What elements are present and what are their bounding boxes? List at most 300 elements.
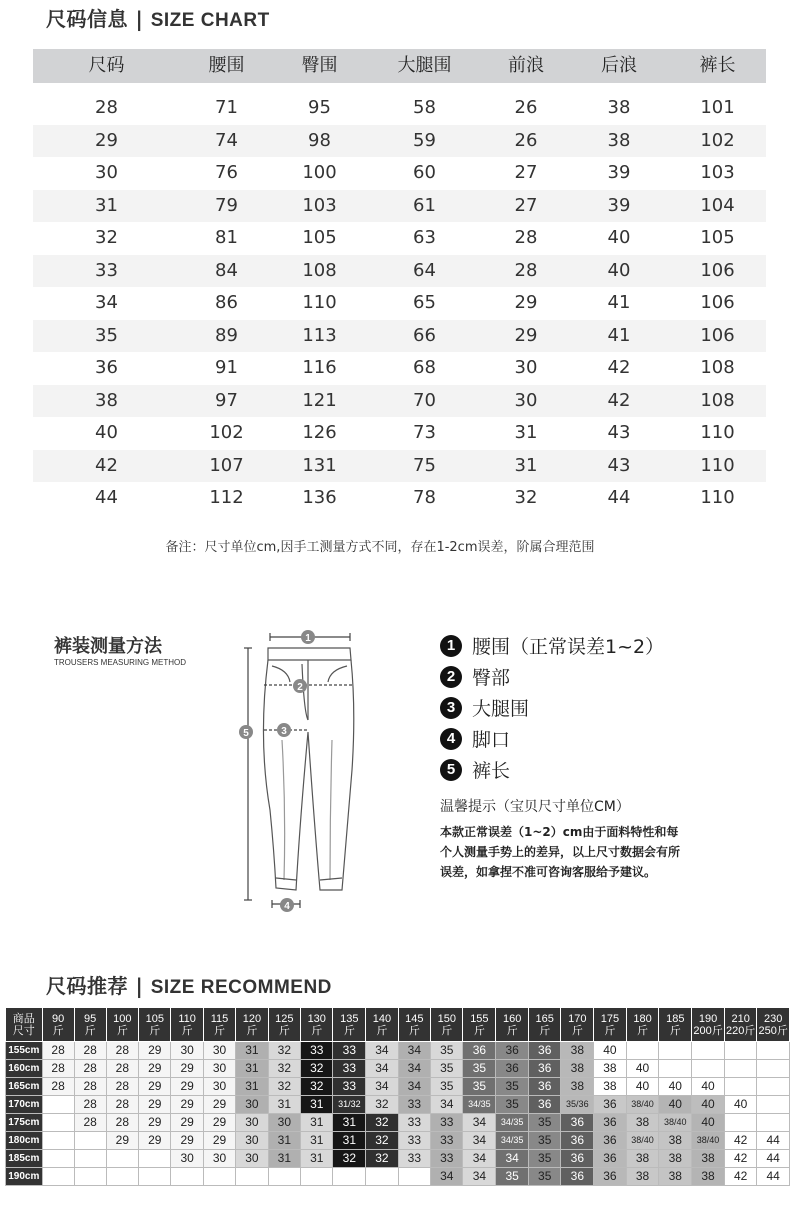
recommend-cell: 28 bbox=[106, 1114, 138, 1132]
recommend-cell bbox=[692, 1042, 725, 1060]
table-cell: 131 bbox=[302, 454, 337, 476]
recommend-cell: 42 bbox=[724, 1150, 756, 1168]
table-cell: 97 bbox=[215, 389, 238, 411]
corner-line-2: 尺寸 bbox=[12, 1024, 35, 1037]
measure-legend bbox=[440, 630, 664, 785]
table-cell: 104 bbox=[700, 194, 735, 216]
recommend-cell: 34/35 bbox=[496, 1132, 529, 1150]
weight-header bbox=[42, 1008, 74, 1042]
height-label: 170cm bbox=[6, 1096, 43, 1114]
legend-number: 4 bbox=[440, 728, 462, 750]
table-cell: 103 bbox=[302, 194, 337, 216]
weight-header bbox=[366, 1008, 398, 1042]
table-cell: 38 bbox=[607, 129, 631, 151]
recommend-cell bbox=[724, 1078, 756, 1096]
table-cell: 89 bbox=[215, 324, 238, 346]
tip-title: 温馨提示（宝贝尺寸单位CM） bbox=[440, 799, 630, 815]
table-cell: 29 bbox=[514, 292, 538, 313]
weight-unit: 斤 bbox=[84, 1024, 96, 1037]
height-label: 175cm bbox=[6, 1114, 43, 1132]
weight-unit: 斤 bbox=[52, 1024, 64, 1037]
table-cell: 42 bbox=[607, 357, 631, 378]
table-cell: 110 bbox=[700, 487, 735, 508]
table-cell: 29 bbox=[514, 324, 538, 346]
recommend-cell: 36 bbox=[594, 1150, 626, 1168]
recommend-cell: 36 bbox=[561, 1132, 594, 1150]
recommend-cell bbox=[301, 1168, 333, 1186]
recommend-cell: 44 bbox=[757, 1168, 790, 1186]
recommend-cell: 30 bbox=[268, 1114, 300, 1132]
column-header: 后浪 bbox=[601, 55, 637, 76]
legend-item bbox=[440, 723, 664, 754]
recommend-cell bbox=[333, 1168, 366, 1186]
recommend-cell bbox=[106, 1150, 138, 1168]
legend-item bbox=[440, 630, 664, 661]
recommend-cell bbox=[74, 1150, 106, 1168]
column-header: 臀围 bbox=[301, 55, 338, 76]
legend-label: 脚口 bbox=[472, 729, 511, 751]
height-label: 155cm bbox=[6, 1042, 43, 1060]
recommend-row bbox=[6, 1042, 790, 1060]
weight-unit: 斤 bbox=[311, 1024, 323, 1037]
recommend-title bbox=[46, 970, 332, 999]
weight-header bbox=[268, 1008, 300, 1042]
recommend-cell: 40 bbox=[626, 1078, 659, 1096]
recommend-cell: 40 bbox=[692, 1096, 725, 1114]
recommend-cell: 34 bbox=[463, 1168, 496, 1186]
legend-label: 裤长 bbox=[472, 760, 511, 782]
recommend-cell: 40 bbox=[659, 1096, 692, 1114]
table-cell: 42 bbox=[607, 389, 631, 411]
table-cell: 105 bbox=[302, 227, 337, 248]
table-row bbox=[33, 450, 766, 483]
weight-unit: 斤 bbox=[604, 1024, 616, 1037]
recommend-cell: 29 bbox=[171, 1114, 203, 1132]
recommend-cell: 35 bbox=[431, 1078, 463, 1096]
recommend-cell: 35 bbox=[496, 1096, 529, 1114]
table-cell: 39 bbox=[607, 162, 631, 183]
tip-box bbox=[440, 796, 740, 882]
recommend-cell: 33 bbox=[431, 1150, 463, 1168]
recommend-cell: 29 bbox=[106, 1132, 138, 1150]
table-cell: 106 bbox=[700, 259, 735, 281]
recommend-cell: 30 bbox=[171, 1042, 203, 1060]
measure-subtitle: TROUSERS MEASURING METHOD bbox=[54, 658, 187, 667]
recommend-cell: 29 bbox=[171, 1078, 203, 1096]
diagram-label-2: 2 bbox=[297, 682, 303, 693]
recommend-cell: 40 bbox=[692, 1078, 725, 1096]
table-cell: 61 bbox=[413, 194, 436, 216]
recommend-cell: 29 bbox=[139, 1114, 171, 1132]
recommend-cell: 35 bbox=[463, 1078, 496, 1096]
diagram-label-3: 3 bbox=[281, 726, 287, 737]
recommend-cell: 38 bbox=[561, 1078, 594, 1096]
recommend-cell bbox=[203, 1168, 235, 1186]
recommend-row bbox=[6, 1060, 790, 1078]
table-cell: 102 bbox=[700, 129, 735, 151]
recommend-cell: 38/40 bbox=[626, 1132, 659, 1150]
table-cell: 112 bbox=[209, 487, 244, 508]
column-header: 裤长 bbox=[699, 55, 736, 76]
table-cell: 31 bbox=[514, 454, 538, 476]
recommend-cell: 35 bbox=[529, 1150, 561, 1168]
table-cell: 28 bbox=[514, 259, 538, 281]
column-header: 大腿围 bbox=[397, 55, 452, 76]
weight-value: 170 bbox=[568, 1012, 587, 1025]
recommend-cell: 40 bbox=[594, 1042, 626, 1060]
recommend-cell: 29 bbox=[139, 1078, 171, 1096]
size-chart-title-en: SIZE CHART bbox=[150, 10, 270, 31]
recommend-cell: 28 bbox=[74, 1060, 106, 1078]
table-cell: 26 bbox=[514, 97, 538, 118]
weight-value: 100 bbox=[113, 1012, 132, 1025]
recommend-cell: 38 bbox=[692, 1168, 725, 1186]
recommend-cell: 28 bbox=[42, 1042, 74, 1060]
recommend-cell bbox=[42, 1168, 74, 1186]
recommend-cell: 32 bbox=[301, 1060, 333, 1078]
corner-line-1: 商品 bbox=[12, 1012, 35, 1025]
recommend-cell bbox=[626, 1042, 659, 1060]
weight-value: 155 bbox=[470, 1012, 489, 1025]
weight-value: 230 bbox=[763, 1012, 783, 1025]
recommend-cell bbox=[42, 1132, 74, 1150]
weight-header bbox=[106, 1008, 138, 1042]
table-cell: 113 bbox=[302, 324, 337, 346]
recommend-cell: 29 bbox=[139, 1096, 171, 1114]
recommend-cell: 28 bbox=[106, 1060, 138, 1078]
recommend-cell: 30 bbox=[236, 1150, 268, 1168]
table-cell: 36 bbox=[95, 357, 118, 378]
table-cell: 58 bbox=[413, 97, 436, 118]
recommend-cell: 38/40 bbox=[626, 1096, 659, 1114]
table-row bbox=[33, 287, 766, 320]
height-label: 190cm bbox=[6, 1168, 43, 1186]
weight-value: 140 bbox=[372, 1012, 392, 1025]
recommend-cell: 31 bbox=[301, 1132, 333, 1150]
table-row bbox=[33, 385, 766, 418]
recommend-cell: 32 bbox=[268, 1078, 300, 1096]
tip-body: 本款正常误差（1~2）cm由于面料特性和每个人测量手势上的差异，以上尺寸数据会有所误差，如拿捏不准可咨询客服给予建议。 bbox=[440, 825, 681, 879]
recommend-cell: 40 bbox=[692, 1114, 725, 1132]
table-cell: 78 bbox=[413, 487, 436, 508]
recommend-cell bbox=[724, 1114, 756, 1132]
recommend-cell: 34/35 bbox=[496, 1114, 529, 1132]
size-chart-note: 备注：尺寸单位cm,因手工测量方式不同，存在1-2cm误差，阶属合理范围 bbox=[165, 540, 595, 555]
table-cell: 110 bbox=[700, 422, 735, 443]
recommend-cell: 35 bbox=[496, 1078, 529, 1096]
legend-number: 1 bbox=[440, 635, 462, 657]
size-chart-table bbox=[33, 49, 766, 515]
table-cell: 136 bbox=[302, 487, 337, 508]
table-cell: 108 bbox=[302, 259, 337, 281]
recommend-cell: 36 bbox=[594, 1096, 626, 1114]
recommend-cell: 30 bbox=[203, 1150, 235, 1168]
recommend-cell: 38 bbox=[626, 1168, 659, 1186]
recommend-cell: 34 bbox=[366, 1060, 398, 1078]
recommend-row bbox=[6, 1150, 790, 1168]
height-label: 185cm bbox=[6, 1150, 43, 1168]
table-row bbox=[33, 125, 766, 158]
recommend-cell bbox=[139, 1150, 171, 1168]
size-chart-title-cn: 尺码信息 bbox=[46, 7, 128, 31]
weight-value: 130 bbox=[307, 1012, 326, 1025]
recommend-cell: 31 bbox=[301, 1114, 333, 1132]
recommend-cell: 33 bbox=[333, 1078, 366, 1096]
weight-unit: 200斤 bbox=[693, 1024, 723, 1037]
weight-value: 135 bbox=[340, 1012, 359, 1025]
weight-value: 210 bbox=[731, 1012, 750, 1025]
weight-unit: 斤 bbox=[214, 1024, 225, 1037]
recommend-cell: 36 bbox=[594, 1132, 626, 1150]
recommend-cell: 34 bbox=[463, 1150, 496, 1168]
recommend-cell bbox=[398, 1168, 430, 1186]
weight-unit: 斤 bbox=[181, 1024, 193, 1037]
recommend-cell: 31/32 bbox=[333, 1096, 366, 1114]
table-cell: 41 bbox=[607, 324, 631, 346]
table-cell: 38 bbox=[607, 97, 631, 118]
recommend-cell: 30 bbox=[171, 1150, 203, 1168]
recommend-cell: 34 bbox=[398, 1060, 430, 1078]
recommend-cell: 36 bbox=[529, 1060, 561, 1078]
diagram-label-5: 5 bbox=[243, 728, 249, 739]
recommend-corner bbox=[6, 1008, 43, 1042]
weight-header bbox=[463, 1008, 496, 1042]
table-cell: 29 bbox=[95, 129, 118, 151]
recommend-cell: 29 bbox=[171, 1060, 203, 1078]
table-cell: 44 bbox=[95, 487, 118, 508]
weight-header bbox=[692, 1008, 725, 1042]
recommend-cell: 34 bbox=[431, 1096, 463, 1114]
table-cell: 28 bbox=[95, 97, 118, 118]
recommend-row bbox=[6, 1168, 790, 1186]
table-cell: 30 bbox=[514, 389, 538, 411]
weight-header bbox=[724, 1008, 756, 1042]
weight-header bbox=[301, 1008, 333, 1042]
recommend-cell: 35 bbox=[431, 1042, 463, 1060]
recommend-cell bbox=[42, 1150, 74, 1168]
table-row bbox=[33, 482, 766, 515]
table-cell: 103 bbox=[700, 162, 735, 183]
recommend-cell bbox=[692, 1060, 725, 1078]
table-cell: 81 bbox=[215, 227, 238, 248]
table-row bbox=[33, 255, 766, 288]
recommend-cell: 28 bbox=[74, 1096, 106, 1114]
table-cell: 98 bbox=[308, 129, 331, 151]
recommend-cell: 29 bbox=[203, 1114, 235, 1132]
weight-unit: 斤 bbox=[506, 1024, 518, 1037]
recommend-cell: 29 bbox=[139, 1042, 171, 1060]
weight-value: 190 bbox=[698, 1012, 718, 1025]
recommend-cell: 33 bbox=[398, 1114, 430, 1132]
table-cell: 71 bbox=[215, 97, 238, 118]
legend-number: 3 bbox=[440, 697, 462, 719]
legend-number: 2 bbox=[440, 666, 462, 688]
recommend-cell: 42 bbox=[724, 1168, 756, 1186]
recommend-cell: 36 bbox=[496, 1042, 529, 1060]
recommend-cell: 32 bbox=[268, 1042, 300, 1060]
table-cell: 42 bbox=[95, 454, 118, 476]
recommend-cell: 35 bbox=[463, 1060, 496, 1078]
recommend-cell bbox=[659, 1060, 692, 1078]
recommend-cell bbox=[42, 1114, 74, 1132]
trousers-diagram bbox=[230, 620, 380, 920]
recommend-cell: 38 bbox=[594, 1060, 626, 1078]
weight-unit: 斤 bbox=[149, 1024, 161, 1037]
weight-value: 95 bbox=[83, 1012, 97, 1025]
recommend-cell: 34 bbox=[431, 1168, 463, 1186]
table-row bbox=[33, 417, 766, 450]
table-cell: 105 bbox=[700, 227, 735, 248]
height-label: 180cm bbox=[6, 1132, 43, 1150]
weight-unit: 斤 bbox=[343, 1024, 355, 1037]
recommend-cell bbox=[724, 1060, 756, 1078]
weight-header bbox=[431, 1008, 463, 1042]
recommend-cell: 29 bbox=[139, 1132, 171, 1150]
table-cell: 65 bbox=[413, 292, 436, 313]
table-cell: 91 bbox=[215, 357, 238, 378]
recommend-cell: 31 bbox=[268, 1132, 300, 1150]
weight-header bbox=[398, 1008, 430, 1042]
recommend-cell: 29 bbox=[171, 1096, 203, 1114]
recommend-cell: 40 bbox=[659, 1078, 692, 1096]
weight-value: 120 bbox=[242, 1012, 262, 1025]
recommend-table bbox=[5, 1007, 790, 1186]
recommend-cell: 40 bbox=[626, 1060, 659, 1078]
recommend-cell: 36 bbox=[561, 1150, 594, 1168]
table-row bbox=[33, 352, 766, 385]
table-row bbox=[33, 320, 766, 353]
weight-unit: 斤 bbox=[278, 1024, 290, 1037]
table-cell: 26 bbox=[514, 129, 538, 151]
legend-label: 臀部 bbox=[472, 667, 511, 689]
weight-value: 115 bbox=[210, 1012, 229, 1025]
recommend-cell bbox=[757, 1060, 790, 1078]
table-cell: 116 bbox=[302, 357, 337, 378]
weight-header bbox=[757, 1008, 790, 1042]
recommend-row bbox=[6, 1132, 790, 1150]
recommend-cell: 34 bbox=[463, 1114, 496, 1132]
table-cell: 27 bbox=[514, 162, 538, 183]
recommend-cell: 29 bbox=[171, 1132, 203, 1150]
weight-header bbox=[626, 1008, 659, 1042]
recommend-cell bbox=[268, 1168, 300, 1186]
recommend-cell: 31 bbox=[333, 1132, 366, 1150]
legend-item bbox=[440, 661, 664, 692]
table-cell: 102 bbox=[209, 422, 244, 443]
table-cell: 30 bbox=[514, 357, 538, 378]
recommend-cell: 32 bbox=[268, 1060, 300, 1078]
recommend-cell: 32 bbox=[366, 1096, 398, 1114]
weight-value: 90 bbox=[51, 1012, 65, 1025]
table-cell: 41 bbox=[607, 292, 631, 313]
table-cell: 43 bbox=[607, 422, 631, 443]
table-cell: 66 bbox=[413, 324, 436, 346]
recommend-cell: 36 bbox=[463, 1042, 496, 1060]
height-label: 160cm bbox=[6, 1060, 43, 1078]
table-cell: 106 bbox=[700, 324, 735, 346]
recommend-cell: 31 bbox=[301, 1096, 333, 1114]
recommend-cell: 35 bbox=[529, 1168, 561, 1186]
table-cell: 33 bbox=[95, 259, 118, 281]
legend-label: 大腿围 bbox=[472, 698, 530, 720]
recommend-cell bbox=[139, 1168, 171, 1186]
table-cell: 86 bbox=[215, 292, 238, 313]
table-row bbox=[33, 190, 766, 223]
weight-header bbox=[203, 1008, 235, 1042]
recommend-cell: 38 bbox=[659, 1150, 692, 1168]
table-cell: 30 bbox=[95, 162, 118, 183]
recommend-cell: 35 bbox=[529, 1132, 561, 1150]
recommend-cell: 38 bbox=[561, 1060, 594, 1078]
table-cell: 43 bbox=[607, 454, 631, 476]
recommend-cell: 36 bbox=[561, 1168, 594, 1186]
table-cell: 63 bbox=[413, 227, 436, 248]
column-header: 腰围 bbox=[208, 55, 245, 76]
size-chart-header bbox=[33, 49, 766, 83]
recommend-cell: 31 bbox=[301, 1150, 333, 1168]
legend-label: 腰围（正常误差1~2） bbox=[472, 636, 665, 658]
weight-header bbox=[496, 1008, 529, 1042]
recommend-cell bbox=[236, 1168, 268, 1186]
recommend-cell: 32 bbox=[301, 1078, 333, 1096]
table-cell: 38 bbox=[95, 389, 118, 411]
column-header: 前浪 bbox=[508, 55, 544, 76]
recommend-cell bbox=[659, 1042, 692, 1060]
recommend-cell: 31 bbox=[268, 1096, 300, 1114]
recommend-cell: 28 bbox=[106, 1042, 138, 1060]
recommend-cell: 36 bbox=[561, 1114, 594, 1132]
recommend-cell: 33 bbox=[431, 1114, 463, 1132]
recommend-cell: 28 bbox=[42, 1060, 74, 1078]
weight-value: 175 bbox=[600, 1012, 620, 1025]
recommend-cell: 32 bbox=[366, 1150, 398, 1168]
recommend-cell: 44 bbox=[757, 1132, 790, 1150]
recommend-cell: 36 bbox=[529, 1042, 561, 1060]
recommend-cell: 35 bbox=[529, 1114, 561, 1132]
weight-value: 125 bbox=[275, 1012, 294, 1025]
recommend-cell: 30 bbox=[236, 1096, 268, 1114]
recommend-cell: 32 bbox=[366, 1132, 398, 1150]
recommend-cell: 38 bbox=[626, 1114, 659, 1132]
weight-unit: 斤 bbox=[473, 1024, 485, 1037]
recommend-cell: 31 bbox=[236, 1060, 268, 1078]
table-cell: 106 bbox=[700, 292, 735, 313]
recommend-cell: 30 bbox=[236, 1114, 268, 1132]
column-header: 尺码 bbox=[88, 55, 125, 76]
table-cell: 107 bbox=[209, 454, 244, 476]
recommend-cell: 38 bbox=[659, 1132, 692, 1150]
table-row bbox=[33, 157, 766, 190]
weight-unit: 斤 bbox=[376, 1024, 388, 1037]
recommend-cell: 28 bbox=[74, 1042, 106, 1060]
table-cell: 40 bbox=[607, 227, 631, 248]
table-cell: 27 bbox=[514, 194, 538, 216]
recommend-cell: 33 bbox=[398, 1132, 430, 1150]
recommend-cell: 33 bbox=[333, 1042, 366, 1060]
recommend-cell bbox=[74, 1132, 106, 1150]
weight-header bbox=[74, 1008, 106, 1042]
recommend-cell: 38 bbox=[626, 1150, 659, 1168]
weight-unit: 斤 bbox=[571, 1024, 583, 1037]
table-cell: 110 bbox=[700, 454, 735, 476]
recommend-cell bbox=[757, 1042, 790, 1060]
recommend-cell: 40 bbox=[724, 1096, 756, 1114]
recommend-cell: 28 bbox=[106, 1078, 138, 1096]
recommend-cell: 30 bbox=[203, 1078, 235, 1096]
recommend-cell: 33 bbox=[398, 1096, 430, 1114]
table-cell: 100 bbox=[302, 162, 337, 183]
recommend-cell: 29 bbox=[139, 1060, 171, 1078]
